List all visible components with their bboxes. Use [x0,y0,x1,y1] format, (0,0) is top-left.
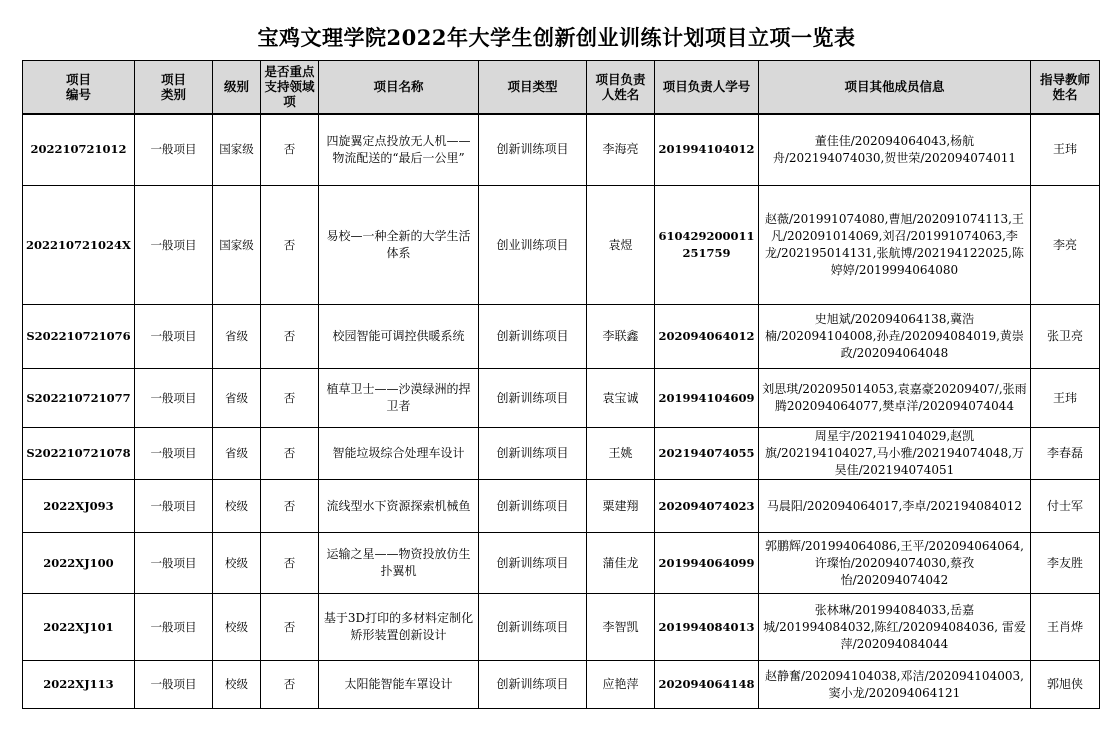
cell-members: 张林琳/201994084033,岳嘉城/201994084032,陈红/202094084036, 雷爱萍/202094084044 [758,594,1030,661]
cell-leader-id: 201994084013 [654,594,758,661]
cell-leader-id: 201994104012 [654,114,758,186]
cell-key-area: 否 [260,661,318,709]
cell-project-name: 植草卫士——沙漠绿洲的捍卫者 [318,369,478,428]
cell-members: 马晨阳/202094064017,李卓/202194084012 [758,480,1030,533]
cell-category: 一般项目 [134,114,212,186]
cell-project-name: 基于3D打印的多材料定制化矫形装置创新设计 [318,594,478,661]
cell-members: 郭鹏辉/201994064086,王平/202094064064,许璨怡/202094074030,蔡孜怡/202094074042 [758,533,1030,594]
table-row [23,428,1100,480]
cell-leader-id: 202094064148 [654,661,758,709]
table-row [23,480,1100,533]
cell-leader-id: 202194074055 [654,428,758,480]
cell-project-id: S202210721076 [23,305,135,369]
cell-leader-id: 201994104609 [654,369,758,428]
cell-project-id: 202210721012 [23,114,135,186]
header-project-id: 项目 编号 [23,61,135,114]
cell-leader-name: 应艳萍 [586,661,654,709]
cell-level: 省级 [212,369,260,428]
header-level: 级别 [212,61,260,114]
cell-leader-name: 袁煜 [586,186,654,305]
cell-advisor: 李春磊 [1030,428,1099,480]
cell-category: 一般项目 [134,428,212,480]
table-row [23,114,1100,186]
cell-project-type: 创业训练项目 [478,186,586,305]
cell-leader-id: 610429200011251759 [654,186,758,305]
cell-advisor: 李友胜 [1030,533,1099,594]
cell-project-id: S202210721078 [23,428,135,480]
cell-advisor: 付士军 [1030,480,1099,533]
cell-project-name: 运输之星——物资投放仿生扑翼机 [318,533,478,594]
table-row [23,186,1100,305]
cell-key-area: 否 [260,594,318,661]
cell-members: 史旭斌/202094064138,冀浩楠/202094104008,孙垚/202094084019,黄崇政/202094064048 [758,305,1030,369]
cell-leader-name: 粟建翔 [586,480,654,533]
cell-advisor: 张卫亮 [1030,305,1099,369]
cell-members: 赵静奮/202094104038,邓洁/202094104003,窦小龙/202094064121 [758,661,1030,709]
table-row [23,369,1100,428]
header-row [23,61,1100,114]
cell-members: 董佳佳/202094064043,杨航舟/202194074030,贺世荣/202094074011 [758,114,1030,186]
header-key-area: 是否重点支持领域项 [260,61,318,114]
cell-level: 校级 [212,480,260,533]
header-project-type: 项目类型 [478,61,586,114]
cell-project-id: 2022XJ101 [23,594,135,661]
cell-category: 一般项目 [134,480,212,533]
cell-key-area: 否 [260,533,318,594]
cell-key-area: 否 [260,186,318,305]
cell-members: 赵薇/201991074080,曹旭/202091074113,王凡/202091014069,刘召/201991074063,李龙/202195014131,张航博/202194122025,陈婷婷/2019994064080 [758,186,1030,305]
cell-project-id: 2022XJ100 [23,533,135,594]
cell-project-id: 2022XJ093 [23,480,135,533]
cell-leader-id: 202094064012 [654,305,758,369]
cell-leader-name: 袁宝诚 [586,369,654,428]
cell-level: 校级 [212,533,260,594]
cell-key-area: 否 [260,369,318,428]
cell-project-type: 创新训练项目 [478,369,586,428]
cell-project-type: 创新训练项目 [478,661,586,709]
cell-project-type: 创新训练项目 [478,480,586,533]
header-leader-id: 项目负责人学号 [654,61,758,114]
cell-project-type: 创新训练项目 [478,428,586,480]
header-category: 项目 类别 [134,61,212,114]
cell-leader-id: 202094074023 [654,480,758,533]
cell-category: 一般项目 [134,594,212,661]
table-row [23,533,1100,594]
cell-project-name: 四旋翼定点投放无人机——物流配送的“最后一公里” [318,114,478,186]
cell-project-name: 智能垃圾综合处理车设计 [318,428,478,480]
cell-category: 一般项目 [134,305,212,369]
cell-advisor: 郭旭侠 [1030,661,1099,709]
cell-project-name: 太阳能智能车罩设计 [318,661,478,709]
cell-level: 国家级 [212,114,260,186]
cell-category: 一般项目 [134,186,212,305]
header-members: 项目其他成员信息 [758,61,1030,114]
cell-project-type: 创新训练项目 [478,114,586,186]
cell-leader-id: 201994064099 [654,533,758,594]
cell-level: 国家级 [212,186,260,305]
cell-members: 刘思琪/202095014053,袁嘉豪20209407/,张雨腾202094064077,樊卓洋/202094074044 [758,369,1030,428]
cell-project-name: 易校—一种全新的大学生活体系 [318,186,478,305]
cell-category: 一般项目 [134,369,212,428]
header-leader-name: 项目负责人姓名 [586,61,654,114]
cell-leader-name: 李智凯 [586,594,654,661]
cell-leader-name: 李海亮 [586,114,654,186]
table-row [23,305,1100,369]
cell-level: 校级 [212,594,260,661]
cell-key-area: 否 [260,428,318,480]
cell-advisor: 王玮 [1030,114,1099,186]
cell-level: 省级 [212,428,260,480]
cell-project-type: 创新训练项目 [478,305,586,369]
table-row [23,661,1100,709]
header-advisor: 指导教师姓名 [1030,61,1099,114]
cell-key-area: 否 [260,114,318,186]
cell-key-area: 否 [260,305,318,369]
cell-project-type: 创新训练项目 [478,533,586,594]
cell-level: 校级 [212,661,260,709]
cell-project-id: 2022XJ113 [23,661,135,709]
cell-project-id: 202210721024X [23,186,135,305]
cell-project-id: S202210721077 [23,369,135,428]
cell-project-name: 流线型水下资源探索机械鱼 [318,480,478,533]
cell-project-name: 校园智能可调控供暖系统 [318,305,478,369]
project-table [22,60,1100,709]
cell-advisor: 李亮 [1030,186,1099,305]
cell-leader-name: 王姚 [586,428,654,480]
table-row [23,594,1100,661]
cell-level: 省级 [212,305,260,369]
cell-project-type: 创新训练项目 [478,594,586,661]
cell-leader-name: 蒲佳龙 [586,533,654,594]
cell-leader-name: 李联鑫 [586,305,654,369]
cell-key-area: 否 [260,480,318,533]
cell-category: 一般项目 [134,533,212,594]
cell-category: 一般项目 [134,661,212,709]
page-title: 宝鸡文理学院2022年大学生创新创业训练计划项目立项一览表 [257,25,856,50]
cell-advisor: 王玮 [1030,369,1099,428]
cell-members: 周星宇/202194104029,赵凯旗/202194104027,马小雅/202194074048,万昊佳/202194074051 [758,428,1030,480]
header-project-name: 项目名称 [318,61,478,114]
cell-advisor: 王肖烨 [1030,594,1099,661]
